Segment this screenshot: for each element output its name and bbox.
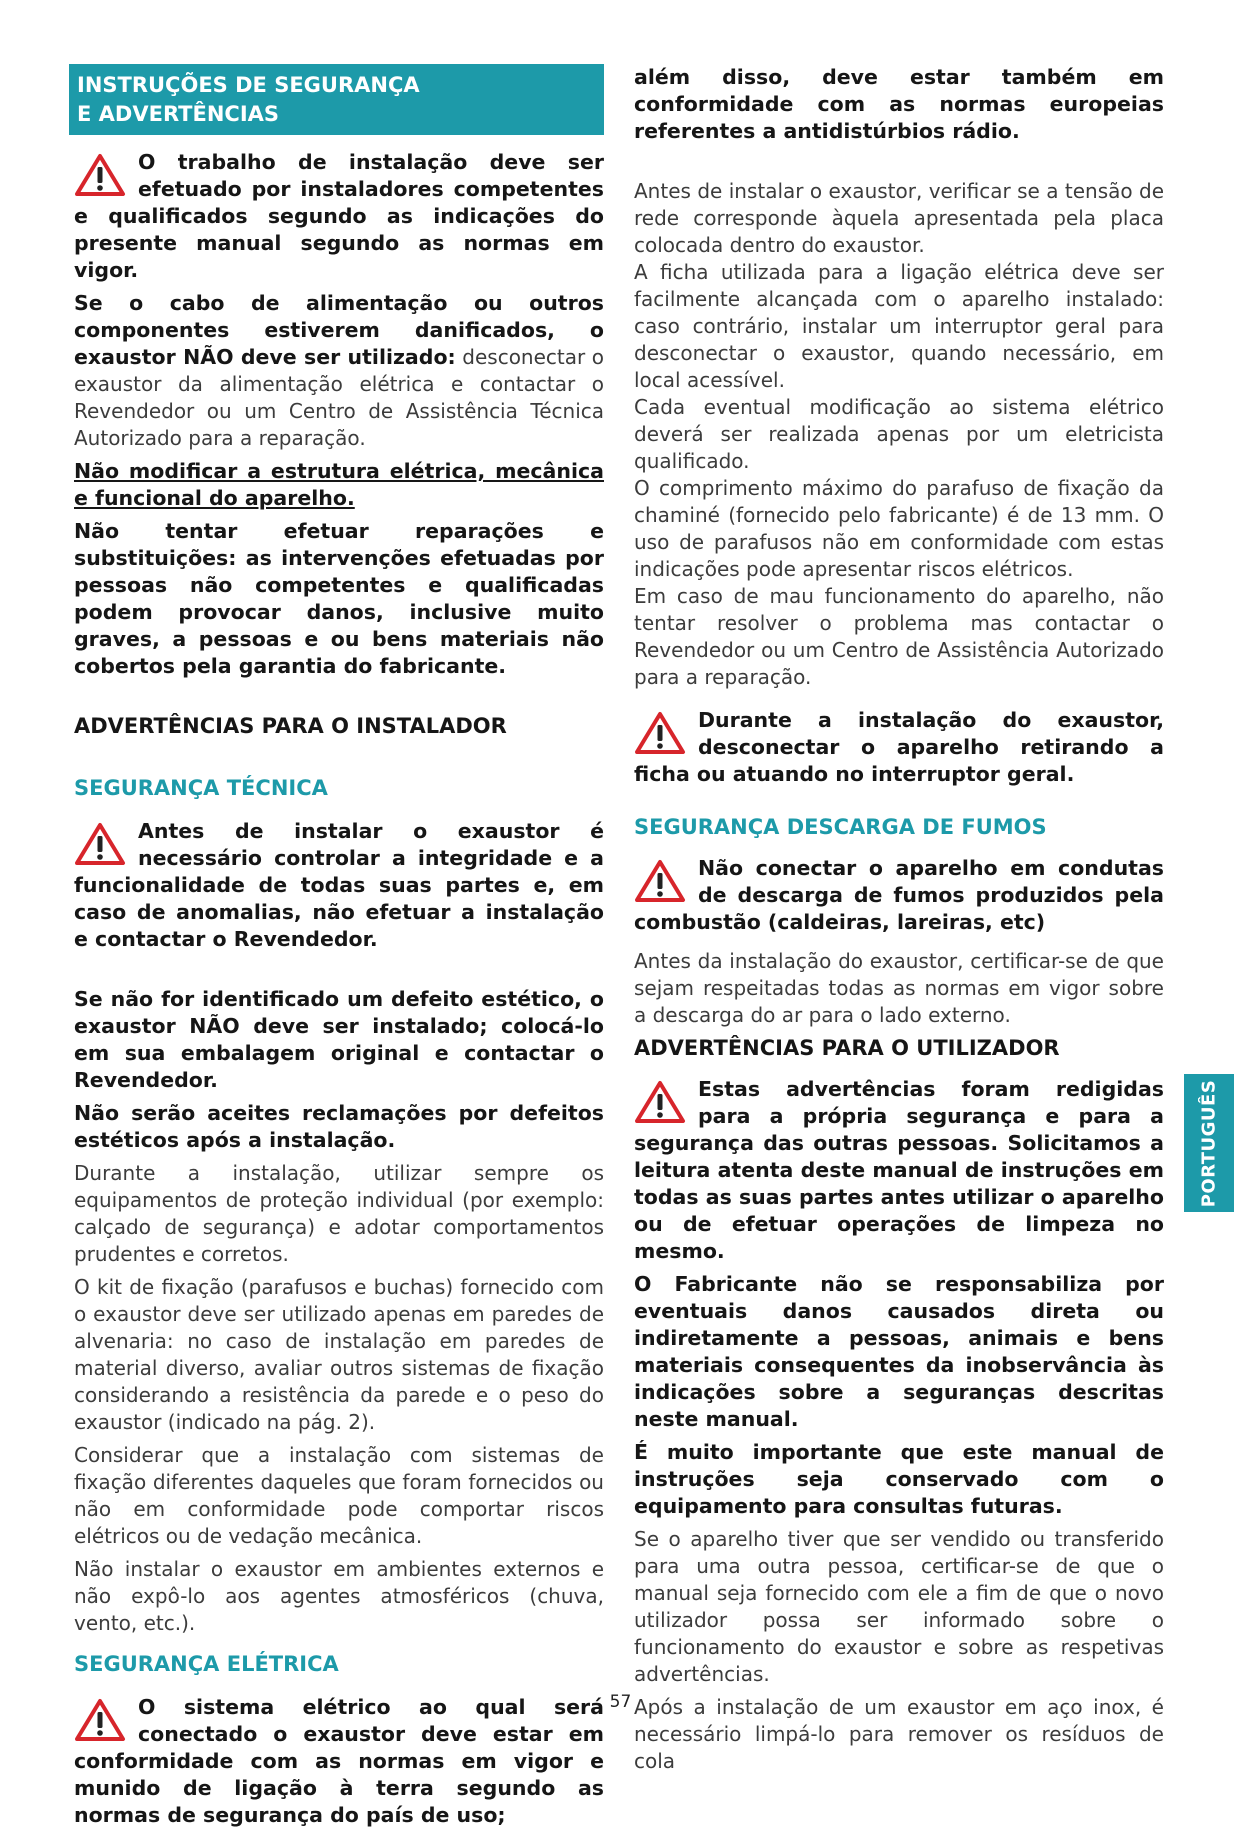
warning-block-installers [74,149,604,284]
warning-text: O trabalho de instalação deve ser efetuado por instaladores competentes e qualificados segundo as indicações do presente manual segundo as normas em vigor. [74,150,604,282]
section-title-line2: E ADVERTÊNCIAS [77,102,280,126]
right-column [634,64,1164,1781]
heading-electrical-safety: SEGURANÇA ELÉTRICA [74,1652,339,1676]
paragraph-no-modify: Não modificar a estrutura elétrica, mecânica e funcional do aparelho. [74,459,604,510]
left-column [74,64,604,1835]
paragraph-eu-norms: além disso, deve estar também em conformidade com as normas europeias referentes a antidistúrbios rádio. [634,65,1164,143]
warning-block-fumes [634,855,1164,936]
warning-text: Estas advertências foram redigidas para a própria segurança e para a segurança das outras pessoas. Solicitamos a leitura atenta deste manual de instruções em todas as suas partes antes utilizar o aparelho ou de efetuar operações de limpeza no mesmo. [634,1077,1164,1263]
warning-text: Durante a instalação do exaustor, desconectar o aparelho retirando a ficha ou atuando no interruptor geral. [634,708,1164,786]
section-title-line1: INSTRUÇÕES DE SEGURANÇA [77,73,420,97]
warning-block-integrity [74,818,604,953]
paragraph-screw-length: O comprimento máximo do parafuso de fixação da chaminé (fornecido pelo fabricante) é de 13 mm. O uso de parafusos não em conformidade com estas indicações pode apresentar riscos elétricos. [634,476,1164,581]
paragraph-voltage: Antes de instalar o exaustor, verificar se a tensão de rede corresponde àquela apresentada pela placa colocada dentro do exaustor. [634,179,1164,257]
paragraph-malfunction: Em caso de mau funcionamento do aparelho, não tentar resolver o problema mas contactar o Revendedor ou um Centro de Assistência Autorizado para a reparação. [634,584,1164,689]
paragraph-transfer: Se o aparelho tiver que ser vendido ou transferido para uma outra pessoa, certificar-se de que o manual seja fornecido com ele a fim de que o novo utilizador possa ser informado sobre o funcionamento do exaustor e sobre as respetivas advertências. [634,1527,1164,1686]
heading-fumes-safety: SEGURANÇA DESCARGA DE FUMOS [634,815,1047,839]
paragraph-keep-manual: É muito importante que este manual de instruções seja conservado com o equipamento para consultas futuras. [634,1440,1164,1518]
paragraph-fixing-systems: Considerar que a instalação com sistemas de fixação diferentes daqueles que foram fornecidos ou não em conformidade pode comportar riscos elétricos ou de vedação mecânica. [74,1443,604,1548]
heading-user-warnings: ADVERTÊNCIAS PARA O UTILIZADOR [634,1036,1060,1060]
section-title-box [69,64,604,135]
paragraph-no-claims: Não serão aceites reclamações por defeitos estéticos após a instalação. [74,1101,604,1152]
language-tab [1184,1074,1234,1212]
paragraph-bold-part: Se o cabo de alimentação ou outros componentes estiverem danificados, o exaustor NÃO deve ser utilizado: [74,291,604,369]
paragraph-modification: Cada eventual modificação ao sistema elétrico deverá ser realizada apenas por um eletricista qualificado. [634,395,1164,473]
warning-text: O sistema elétrico ao qual será conectado o exaustor deve estar em conformidade com as normas em vigor e munido de ligação à terra segundo as normas de segurança do país de uso; [74,1695,604,1827]
warning-text: Não conectar o aparelho em condutas de descarga de fumos produzidos pela combustão (caldeiras, lareiras, etc) [634,856,1164,934]
warning-block-disconnect [634,707,1164,788]
page-number: 57 [609,1692,632,1712]
warning-triangle-icon [634,859,686,903]
paragraph-ppe: Durante a instalação, utilizar sempre os equipamentos de proteção individual (por exemplo: calçado de segurança) e adotar comportamentos prudentes e corretos. [74,1161,604,1266]
paragraph-manufacturer-liability: O Fabricante não se responsabiliza por eventuais danos causados direta ou indiretamente a pessoas, animais e bens materiais consequentes da inobservância às indicações sobre a seguranças descritas neste manual. [634,1272,1164,1431]
language-tab-label: PORTUGUÊS [1198,1079,1220,1207]
paragraph-no-outdoor: Não instalar o exaustor em ambientes externos e não expô-lo aos agentes atmosféricos (chuva, vento, etc.). [74,1557,604,1635]
warning-triangle-icon [74,153,126,197]
paragraph-no-repairs: Não tentar efetuar reparações e substituições: as intervenções efetuadas por pessoas não competentes e qualificadas podem provocar danos, inclusive muito graves, a pessoas e ou bens materiais não cobertos pela garantia do fabricante. [74,519,604,678]
warning-triangle-icon [634,1080,686,1124]
paragraph-fixing-kit: O kit de fixação (parafusos e buchas) fornecido com o exaustor deve ser utilizado apenas em paredes de alvenaria: no caso de instalação em paredes de material diverso, avaliar outros sistemas de fixação considerando a resistência da parede e o peso do exaustor (indicado na pág. 2). [74,1275,604,1434]
warning-block-user [634,1076,1164,1265]
paragraph-damaged-cable [74,290,604,452]
paragraph-air-discharge: Antes da instalação do exaustor, certificar-se de que sejam respeitadas todas as normas em vigor sobre a descarga do ar para o lado externo. [634,949,1164,1027]
heading-installer-warnings: ADVERTÊNCIAS PARA O INSTALADOR [74,714,507,738]
paragraph-light-part: desconectar o exaustor da alimentação elétrica e contactar o Revendedor ou um Centro de Assistência Técnica Autorizado para a reparação. [74,345,604,450]
warning-triangle-icon [74,822,126,866]
heading-technical-safety: SEGURANÇA TÉCNICA [74,776,328,800]
warning-block-electrical [74,1694,604,1829]
paragraph-plug: A ficha utilizada para a ligação elétrica deve ser facilmente alcançada com o aparelho instalado: caso contrário, instalar um interruptor geral para desconectar o exaustor, quando necessário, em local acessível. [634,260,1164,392]
warning-text: Antes de instalar o exaustor é necessário controlar a integridade e a funcionalidade de todas suas partes e, em caso de anomalias, não efetuar a instalação e contactar o Revendedor. [74,819,604,951]
paragraph-stainless: Após a instalação de um exaustor em aço inox, é necessário limpá-lo para remover os resíduos de cola [634,1695,1164,1773]
warning-triangle-icon [634,711,686,755]
paragraph-aesthetic-defect: Se não for identificado um defeito estético, o exaustor NÃO deve ser instalado; colocá-lo em sua embalagem original e contactar o Revendedor. [74,987,604,1092]
